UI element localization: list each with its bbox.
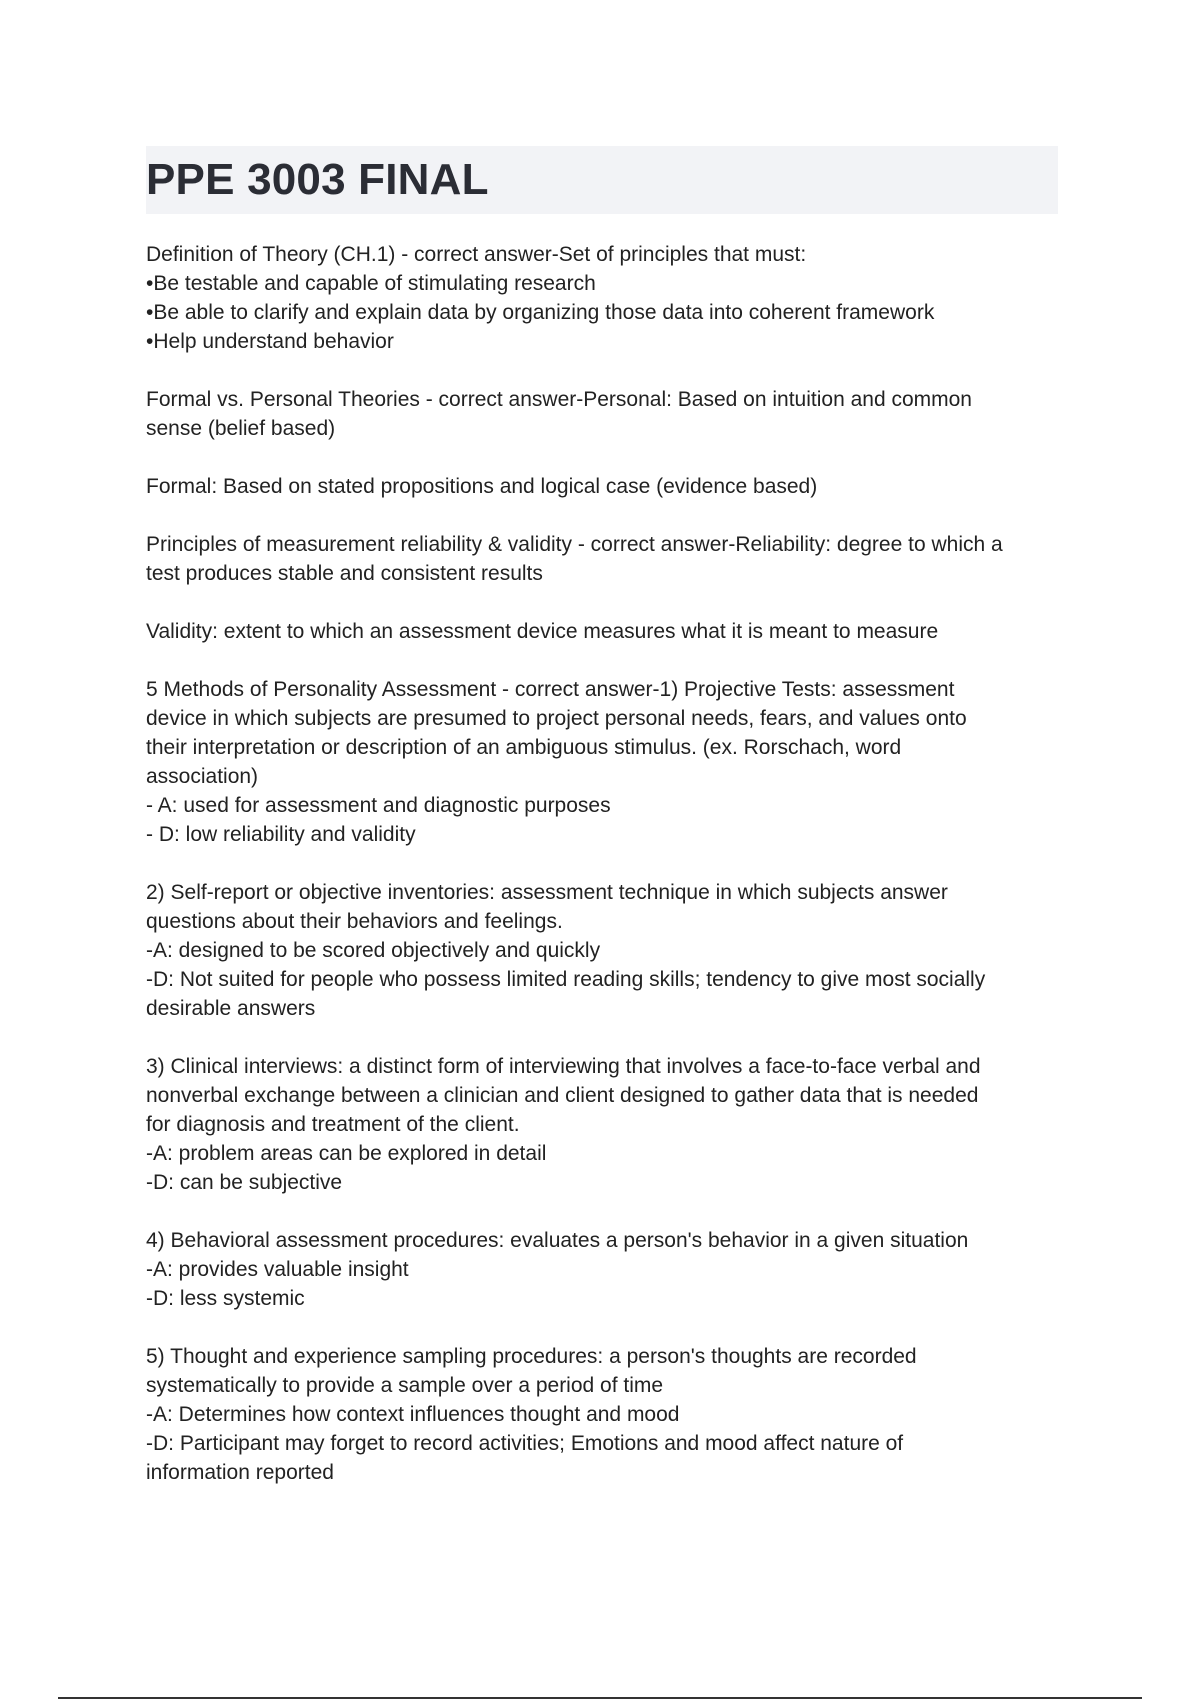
- qa-block: [146, 617, 1066, 646]
- text-line: their interpretation or description of an ambiguous stimulus. (ex. Rorschach, word: [146, 736, 902, 759]
- text-line: - D: low reliability and validity: [146, 823, 416, 846]
- qa-block: [146, 472, 1066, 501]
- text-line: -A: provides valuable insight: [146, 1258, 409, 1281]
- qa-block: [146, 385, 1066, 443]
- text-line: •Help understand behavior: [146, 330, 394, 353]
- text-line: systematically to provide a sample over a period of time: [146, 1374, 664, 1397]
- text-line: -A: designed to be scored objectively and quickly: [146, 939, 601, 962]
- text-line: sense (belief based): [146, 417, 336, 440]
- text-line: Validity: extent to which an assessment device measures what it is meant to measure: [146, 620, 939, 643]
- text-line: 5 Methods of Personality Assessment - correct answer-1) Projective Tests: assessment: [146, 678, 955, 701]
- text-line: -D: can be subjective: [146, 1171, 343, 1194]
- text-line: - A: used for assessment and diagnostic purposes: [146, 794, 611, 817]
- qa-block: [146, 240, 1066, 356]
- text-line: Principles of measurement reliability & validity - correct answer-Reliability: degree to which a: [146, 533, 1003, 556]
- text-line: information reported: [146, 1461, 334, 1484]
- qa-block: [146, 878, 1066, 1023]
- text-line: •Be testable and capable of stimulating research: [146, 272, 596, 295]
- text-line: 4) Behavioral assessment procedures: evaluates a person's behavior in a given situation: [146, 1229, 969, 1252]
- text-line: for diagnosis and treatment of the client.: [146, 1113, 520, 1136]
- text-line: nonverbal exchange between a clinician and client designed to gather data that is needed: [146, 1084, 979, 1107]
- text-line: Formal vs. Personal Theories - correct answer-Personal: Based on intuition and common: [146, 388, 972, 411]
- text-line: desirable answers: [146, 997, 316, 1020]
- text-line: •Be able to clarify and explain data by organizing those data into coherent framework: [146, 301, 935, 324]
- text-line: Definition of Theory (CH.1) - correct answer-Set of principles that must:: [146, 243, 807, 266]
- text-line: 2) Self-report or objective inventories: assessment technique in which subjects answer: [146, 881, 948, 904]
- text-line: 3) Clinical interviews: a distinct form of interviewing that involves a face-to-face verbal and: [146, 1055, 981, 1078]
- text-line: -D: Not suited for people who possess limited reading skills; tendency to give most socially: [146, 968, 986, 991]
- text-line: -A: Determines how context influences thought and mood: [146, 1403, 680, 1426]
- qa-block: [146, 530, 1066, 588]
- qa-block: [146, 1052, 1066, 1197]
- text-line: -D: Participant may forget to record activities; Emotions and mood affect nature of: [146, 1432, 904, 1455]
- text-line: device in which subjects are presumed to project personal needs, fears, and values onto: [146, 707, 967, 730]
- text-line: -D: less systemic: [146, 1287, 305, 1310]
- qa-block: [146, 675, 1066, 849]
- page-title: PPE 3003 FINAL: [146, 155, 489, 204]
- text-line: association): [146, 765, 259, 788]
- document-body: [146, 240, 1066, 1516]
- text-line: -A: problem areas can be explored in detail: [146, 1142, 547, 1165]
- title-band: [146, 146, 1058, 214]
- text-line: questions about their behaviors and feelings.: [146, 910, 563, 933]
- qa-block: [146, 1342, 1066, 1487]
- text-line: test produces stable and consistent results: [146, 562, 543, 585]
- footer-divider: [58, 1697, 1142, 1699]
- text-line: Formal: Based on stated propositions and logical case (evidence based): [146, 475, 818, 498]
- qa-block: [146, 1226, 1066, 1313]
- text-line: 5) Thought and experience sampling procedures: a person's thoughts are recorded: [146, 1345, 917, 1368]
